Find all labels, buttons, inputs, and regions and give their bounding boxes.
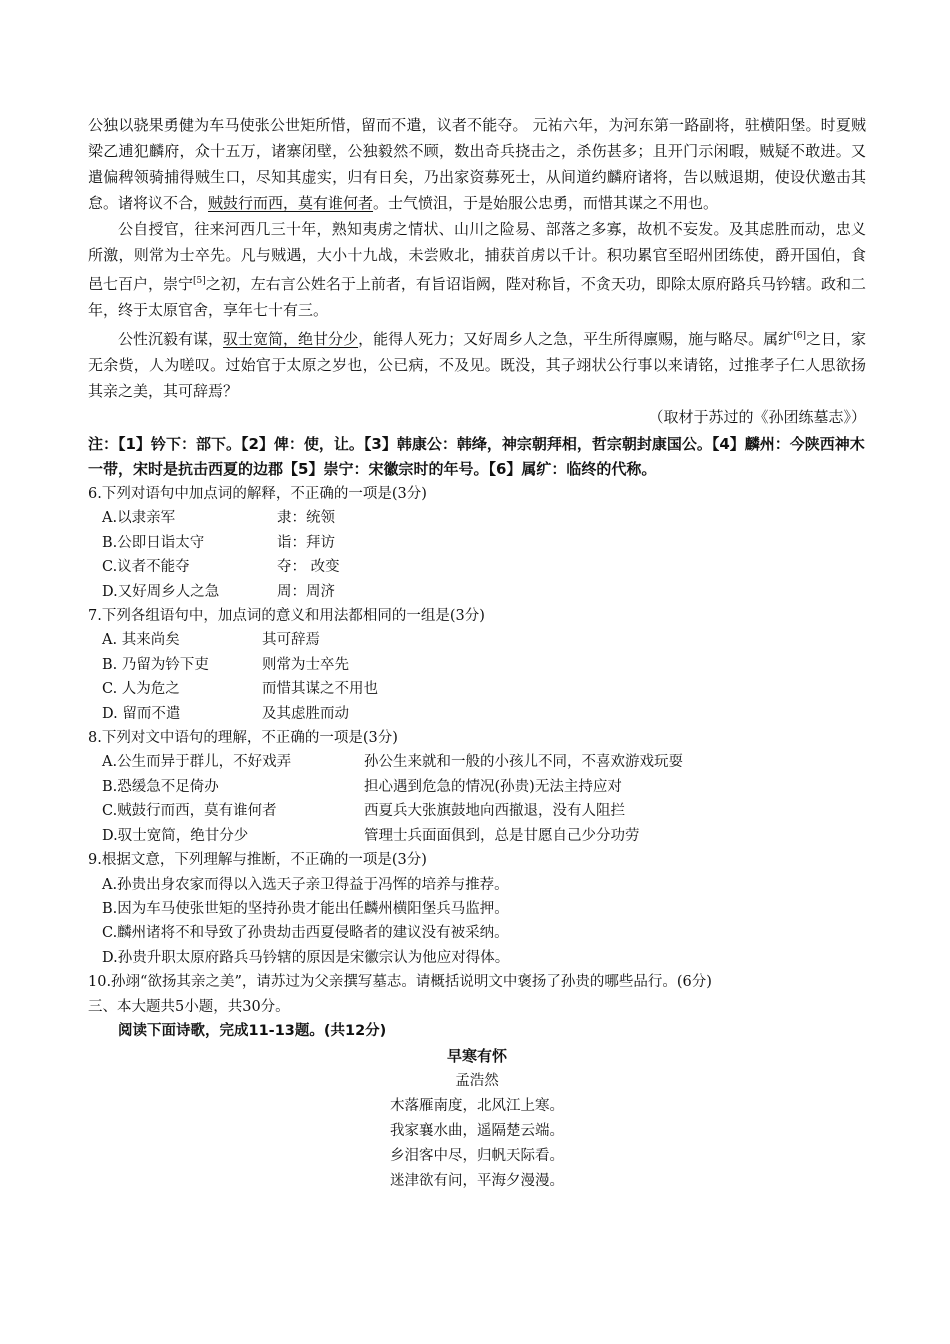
underlined-sentence-2: 驭士宽简，绝甘分少 [223, 330, 359, 348]
option-line: D.孙贵升职太原府路兵马钤辖的原因是宋徽宗认为他应对得体。 [102, 949, 510, 966]
option-text: B.公即日诣太守 [102, 534, 205, 551]
option-text: A. 其来尚矣 [102, 632, 180, 649]
option-text: A.以隶亲军 [102, 510, 176, 527]
footnote-marker-6: [6] [793, 331, 806, 341]
poem-line: 木落雁南度，北风江上寒。 [390, 1097, 564, 1114]
passage-paragraph-3 [88, 323, 866, 404]
option-row [88, 555, 866, 579]
option-row [88, 653, 866, 677]
passage-p2-end: 之初，左右言公姓名于上前者，有旨诏诣阙，陛对称旨，不贪天功，即除太原府路兵马钤辖。政和二年，终于太原官舍，享年七十有三。 [88, 275, 866, 319]
option-explanation: 夺： 改变 [277, 559, 340, 576]
option-compare: 则常为士卒先 [262, 656, 349, 673]
option-row [88, 799, 866, 823]
passage-p2-text: 公自授官，往来河西几三十年，熟知夷虏之情状、山川之险易、部落之多寡，故机不妄发。及其虑胜而动，忠义所激，则常为士卒先。凡与贼遇，大小十九战，未尝败北，捕获首虏以千计。积功累官至昭州团练使，爵开国伯，食邑七百户，崇宁 [88, 220, 866, 293]
option-text: C.议者不能夺 [102, 559, 190, 576]
option-row [88, 702, 866, 726]
underlined-sentence-1: 贼鼓行而西，莫有谁何者 [208, 194, 374, 212]
option-text: D.又好周乡人之急 [102, 583, 220, 600]
option-text: D. 留而不遣 [102, 705, 181, 722]
option-row [88, 677, 866, 701]
question-6-stem: 6.下列对语句中加点词的解释，不正确的一项是(3分) [88, 486, 427, 502]
option-row [88, 750, 866, 774]
option-compare: 其可辞焉 [262, 632, 320, 649]
passage-p1-text: 公独以骁果勇健为车马使张公世矩所惜，留而不遣，议者不能夺。 元祐六年，为河东第一路副将，驻横阳堡。时夏贼梁乙逋犯麟府，众十五万，诸寨闭壁，公独毅然不顾，数出奇兵挠击之，杀伤甚多；且开门示闲暇，贼疑不敢进。又遣偏稗领骑捕得贼生口，尽知其虚实，归有日矣，乃出家资募死士，从间道约麟府诸将，告以贼退期，使设伏邀击其怠。诸将议不合， [88, 116, 866, 212]
option-row [88, 628, 866, 652]
question-7 [88, 604, 866, 726]
question-10: 10.孙翊“欲扬其亲之美”，请苏过为父亲撰写墓志。请概括说明文中褒扬了孙贵的哪些品行。(6分) [88, 974, 712, 991]
option-explanation: 诣：拜访 [277, 534, 335, 551]
footnote-marker-5: [5] [193, 276, 206, 286]
passage-paragraph-1 [88, 112, 866, 216]
option-text: A.公生而异于群儿，不好戏弄 [102, 754, 292, 771]
passage-p3-start: 公性沉毅有谋， [118, 330, 224, 348]
poem-instructions: 阅读下面诗歌，完成11-13题。(共12分) [118, 1022, 387, 1039]
poem [88, 1044, 866, 1194]
passage-p3-mid: ，能得人死力；又好周乡人之急，平生所得廪赐，施与略尽。属纩 [358, 330, 794, 348]
option-explanation: 周：周济 [277, 583, 335, 600]
poem-author: 孟浩然 [455, 1072, 499, 1089]
option-line: B.因为车马使张世矩的坚持孙贵才能出任麟州横阳堡兵马监押。 [102, 900, 509, 917]
option-row [88, 824, 866, 848]
section-3-heading: 三、本大题共5小题，共30分。 [88, 998, 290, 1015]
option-translation: 西夏兵大张旗鼓地向西撤退，没有人阻拦 [364, 803, 625, 820]
question-8-stem: 8.下列对文中语句的理解，不正确的一项是(3分) [88, 730, 398, 747]
option-row [88, 531, 866, 555]
poem-line: 我家襄水曲，遥隔楚云端。 [390, 1122, 564, 1139]
question-8 [88, 726, 866, 848]
option-text: B.恐缓急不足倚办 [102, 778, 219, 795]
passage-p1-end: 。士气愤沮，于是始服公忠勇，而惜其谋之不用也。 [373, 194, 719, 212]
question-9-stem: 9.根据文意，下列理解与推断，不正确的一项是(3分) [88, 852, 427, 869]
option-text: C.贼鼓行而西，莫有谁何者 [102, 803, 277, 820]
question-7-stem: 7.下列各组语句中，加点词的意义和用法都相同的一组是(3分) [88, 608, 485, 625]
passage-paragraph-2 [88, 216, 866, 323]
question-9 [88, 848, 866, 970]
option-row [88, 775, 866, 799]
poem-title: 早寒有怀 [446, 1046, 507, 1065]
passage-p3-end: 之日，家无余赀，人为嗟叹。过始官于太原之岁也，公已病，不及见。既没，其子翊状公行事以来请铭，过推孝子仁人思欲扬其亲之美，其可辞焉？ [88, 330, 866, 400]
question-6 [88, 482, 866, 604]
option-explanation: 隶：统领 [277, 510, 335, 527]
option-line: A.孙贵出身农家而得以入选天子亲卫得益于冯恽的培养与推荐。 [102, 876, 509, 893]
passage [88, 112, 866, 430]
option-text: D.驭士宽简，绝甘分少 [102, 827, 249, 844]
option-row [88, 506, 866, 530]
footnotes: 注：【1】钤下：部下。【2】俾：使，让。【3】韩康公：韩绛，神宗朝拜相，哲宗朝封康国公。【4】麟州：今陕西神木一带，宋时是抗击西夏的边郡【5】崇宁：宋徽宗时的年号。【6】属纩：临终的代称。 [88, 435, 865, 478]
option-text: B. 乃留为钤下吏 [102, 656, 209, 673]
option-compare: 而惜其谋之不用也 [262, 681, 378, 698]
poem-line: 乡泪客中尽，归帆天际看。 [390, 1147, 564, 1164]
exam-page [88, 112, 866, 1194]
option-compare: 及其虑胜而动 [262, 705, 349, 722]
option-line: C.麟州诸将不和导致了孙贵劫击西夏侵略者的建议没有被采纳。 [102, 925, 509, 942]
source-citation: （取材于苏过的《孙团练墓志》） [648, 408, 866, 426]
option-row [88, 580, 866, 604]
poem-line: 迷津欲有问，平海夕漫漫。 [390, 1172, 564, 1189]
option-translation: 孙公生来就和一般的小孩儿不同，不喜欢游戏玩耍 [364, 754, 683, 771]
option-text: C. 人为危之 [102, 681, 180, 698]
option-translation: 管理士兵面面俱到，总是甘愿自己少分功劳 [364, 827, 640, 844]
option-translation: 担心遇到危急的情况(孙贵)无法主持应对 [364, 778, 622, 795]
